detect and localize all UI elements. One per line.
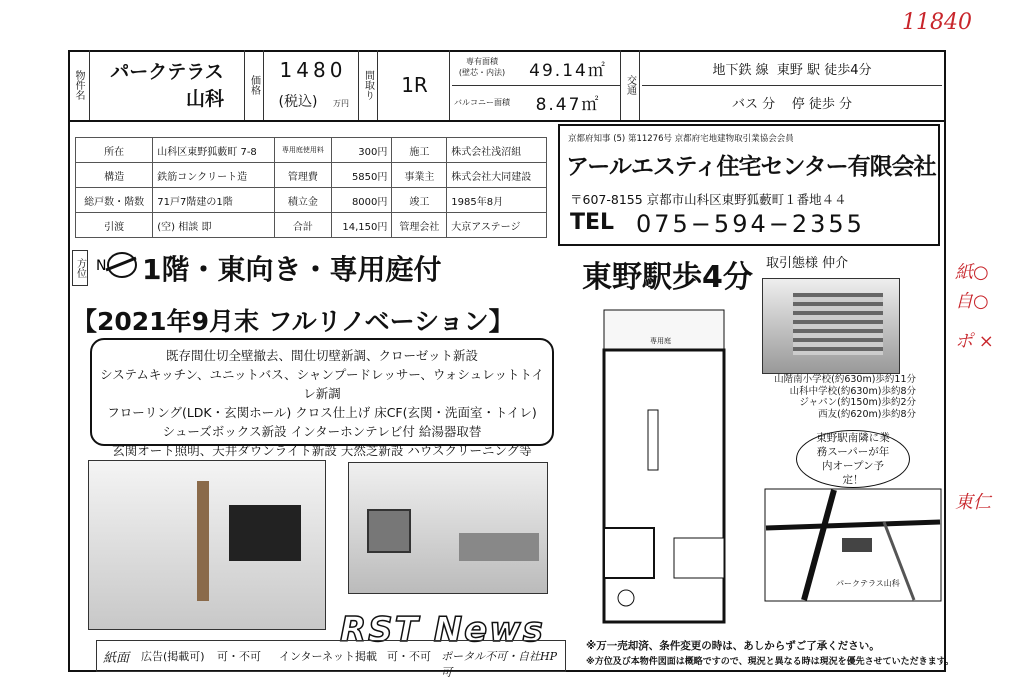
details-value: 14,150円 — [331, 213, 391, 238]
info-bubble — [796, 430, 910, 488]
details-value: 大京アステージ — [447, 213, 547, 238]
details-label: 引渡 — [76, 213, 153, 238]
nearby-facility: 山科中学校(約630m)歩約8分 — [789, 385, 916, 397]
details-value: 71戸7階建の1階 — [153, 188, 275, 213]
building-photo — [762, 278, 900, 374]
transport-line-2: バス 分 停 徒歩 分 — [732, 96, 852, 112]
details-label: 所在 — [76, 138, 153, 163]
balcony-label: バルコニー面積 — [454, 97, 510, 107]
company-name: アールエスティ住宅センター有限会社 — [566, 154, 936, 180]
info-bubble-text: 東野駅南隣に業務スーパーが年内オープン予定！ — [816, 432, 890, 486]
property-name — [92, 54, 242, 114]
details-value: 1985年8月 — [447, 188, 547, 213]
feature-line: シューズボックス新設 インターホンテレビ付 給湯器取替 — [162, 424, 482, 439]
company-license: 京都府知事 (5) 第11276号 京都府宅地建物取引業協会会員 — [568, 134, 794, 144]
layout-label: 間取り — [358, 50, 378, 120]
direction-label: 方位 — [72, 250, 88, 286]
floor-plan-label: 専用庭 — [650, 337, 671, 345]
details-value: (空) 相談 即 — [153, 213, 275, 238]
footer-ad-value: 可・不可 — [217, 650, 261, 663]
footer-notice-2: ※方位及び本物件図面は概略ですので、現況と異なる時は現況を優先させていただきます。 — [586, 657, 954, 667]
map-property-marker — [842, 538, 872, 552]
transport-line-1: 地下鉄 線 東野 駅 徒歩4分 — [712, 62, 872, 78]
feature-line: 既存間仕切全壁撤去、間仕切壁新調、クローゼット新設 — [165, 348, 478, 363]
company-box — [558, 124, 940, 246]
handwritten-note: 紙○ — [955, 262, 989, 283]
footer-notice-1: ※万一売却済、条件変更の時は、あしからずご了承ください。 — [586, 640, 880, 652]
features-box — [90, 338, 554, 458]
details-value: 8000円 — [331, 188, 391, 213]
details-value: 5850円 — [331, 163, 391, 188]
handwritten-note: 自○ — [955, 291, 989, 312]
kitchen — [674, 538, 724, 578]
area-value: 49.14㎡ — [529, 60, 607, 81]
details-value: 300円 — [331, 138, 391, 163]
details-label: 合計 — [274, 213, 331, 238]
closet — [648, 410, 658, 470]
details-row — [76, 188, 547, 213]
feature-line: システムキッチン、ユニットバス、シャンプードレッサー、ウォシュレットトイレ新調 — [100, 367, 544, 401]
area-label-text: 専有面積 — [466, 57, 498, 66]
company-tel: 075−594−2355 — [636, 210, 865, 238]
details-label: 施工 — [392, 138, 447, 163]
door-image — [197, 481, 209, 601]
details-label: 構造 — [76, 163, 153, 188]
map-property-label: パークテラス山科 — [836, 579, 900, 588]
details-label: 積立金 — [274, 188, 331, 213]
footer-portal: ポータル不可・自社HP可 — [441, 650, 557, 679]
counter-image — [459, 533, 539, 561]
price-note: (税込) — [278, 94, 318, 110]
handwritten-number: 11840 — [902, 10, 972, 35]
balcony-value: 8.47㎡ — [535, 94, 601, 115]
details-value: 鉄筋コンクリート造 — [153, 163, 275, 188]
area-label — [452, 52, 512, 82]
trade-type: 取引態様 仲介 — [766, 256, 849, 271]
handwritten-note: 東仁 — [955, 492, 991, 513]
building-block — [793, 293, 883, 355]
compass-icon — [96, 248, 138, 282]
details-row — [76, 138, 547, 163]
details-label: 管理費 — [274, 163, 331, 188]
footer-ad: 広告(掲載可) — [141, 650, 205, 663]
price-label: 価格 — [244, 50, 264, 120]
window-image — [367, 509, 411, 553]
feature-line: フローリング(LDK・玄関ホール) クロス仕上げ 床CF(玄関・洗面室・トイレ) — [107, 405, 537, 420]
price-value: 1480 — [279, 58, 347, 82]
renovation-banner: 【2021年9月末 フルリノベーション】 — [72, 307, 514, 336]
footer-internet: インターネット掲載 — [279, 650, 378, 663]
layout-value: 1R — [380, 50, 450, 120]
details-label: 専用庭使用料 — [274, 138, 331, 163]
property-label: 物件名 — [68, 50, 90, 120]
headline: 1階・東向き・専用庭付 — [142, 253, 442, 286]
nearby-facility: 山階南小学校(約630m)歩約11分 — [774, 374, 916, 385]
svg-text:N: N — [96, 258, 107, 274]
details-row — [76, 163, 547, 188]
handwritten-note: ポ × — [955, 331, 994, 352]
interior-photo-living — [88, 460, 326, 630]
company-tel-label: TEL — [570, 210, 615, 235]
footer-bar — [96, 640, 566, 679]
details-table — [75, 137, 547, 238]
station-walk: 東野駅歩4分 — [582, 260, 753, 295]
company-address: 〒607-8155 京都市山科区東野狐藪町１番地４４ — [570, 192, 847, 207]
nearby-facility: 西友(約620m)歩約8分 — [818, 408, 916, 420]
plan-outline — [604, 350, 724, 622]
footer-internet-value: 可・不可 — [387, 650, 431, 663]
price-unit: 万円 — [333, 98, 349, 108]
features-list — [92, 340, 552, 466]
area-label-note: (壁芯・内法) — [458, 68, 506, 77]
details-value: 山科区東野狐藪町 7-8 — [153, 138, 275, 163]
details-label: 管理会社 — [392, 213, 447, 238]
details-label: 竣工 — [392, 188, 447, 213]
interior-photo-kitchen — [348, 462, 548, 594]
feature-line: 玄関オート照明、天井ダウンライト新設 天然芝新設 ハウスクリーニング等 — [112, 443, 532, 458]
news-logo: RST News — [340, 610, 545, 650]
schools-list — [766, 374, 916, 420]
wall-panel-image — [229, 505, 301, 561]
details-label: 総戸数・階数 — [76, 188, 153, 213]
details-value: 株式会社大同建設 — [447, 163, 547, 188]
property-name-area: 山科 — [185, 88, 224, 110]
area-divider — [452, 85, 620, 86]
details-label: 事業主 — [392, 163, 447, 188]
bath — [604, 528, 654, 578]
transport-label: 交通 — [620, 50, 640, 120]
floor-plan — [586, 298, 754, 632]
footer-paper: 紙面 — [103, 651, 130, 666]
property-name-main: パークテラス — [110, 61, 224, 83]
header-row — [68, 50, 946, 122]
nearby-facility: ジャパン(約150m)歩約2分 — [799, 397, 916, 408]
details-value: 株式会社浅沼組 — [447, 138, 547, 163]
details-row — [76, 213, 547, 238]
